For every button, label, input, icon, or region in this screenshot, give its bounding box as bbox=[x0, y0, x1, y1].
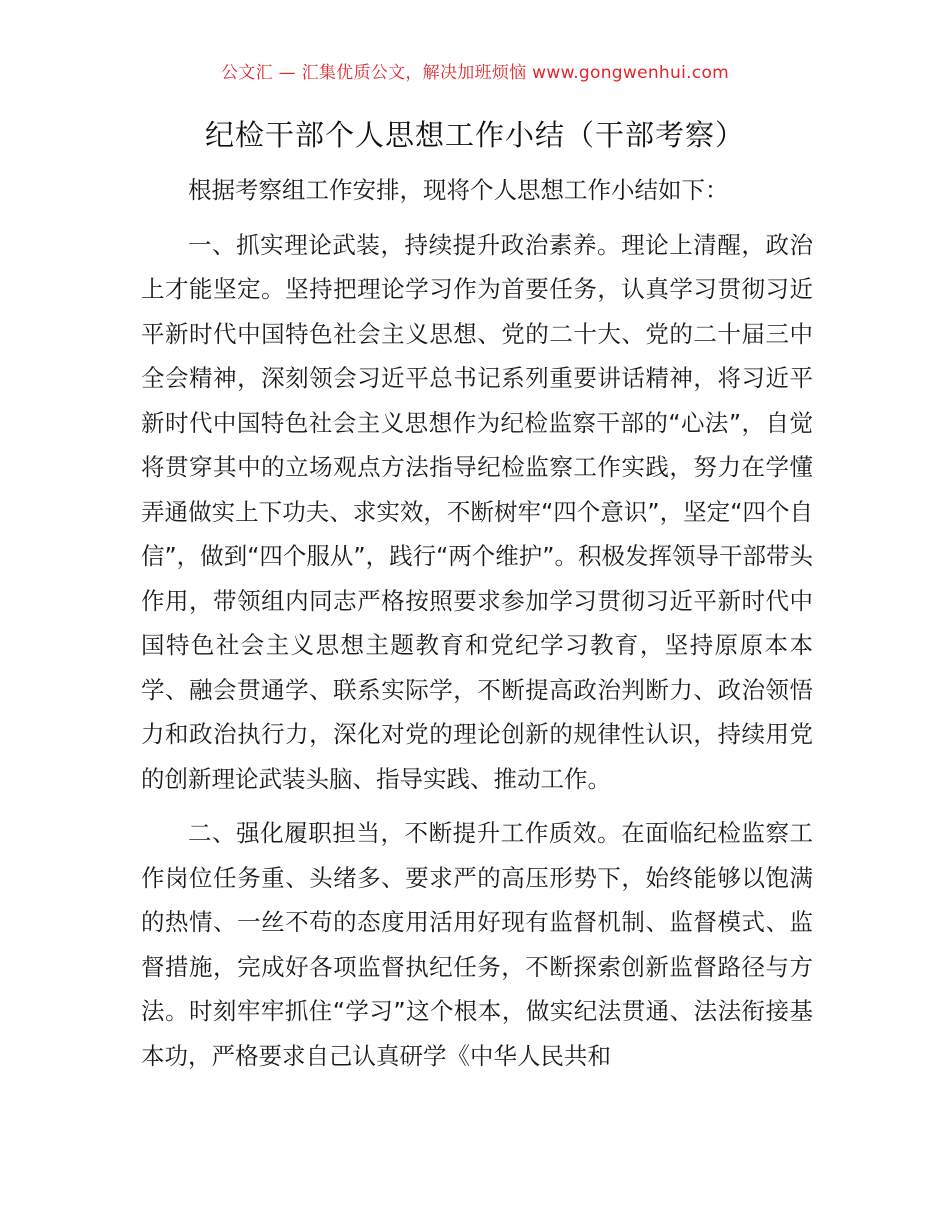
header-banner: 公文汇 — 汇集优质公文，解决加班烦恼 www.gongwenhui.com bbox=[220, 63, 730, 83]
paragraph-section-1: 一、抓实理论武装，持续提升政治素养。理论上清醒，政治上才能坚定。坚持把理论学习作为首要任务，认真学习贯彻习近平新时代中国特色社会主义思想、党的二十大、党的二十届三中全会精神，深刻领会习近平总书记系列重要讲话精神，将习近平新时代中国特色社会主义思想作为纪检监察干部的“心法”，自觉将贯穿其中的立场观点方法指导纪检监察工作实践，努力在学懂弄通做实上下功夫、求实效，不断树牢“四个意识”，坚定“四个自信”，做到“四个服从”，践行“两个维护”。积极发挥领导干部带头作用，带领组内同志严格按照要求参加学习贯彻习近平新时代中国特色社会主义思想主题教育和党纪学习教育，坚持原原本本学、融会贯通学、联系实际学，不断提高政治判断力、政治领悟力和政治执行力，深化对党的理论创新的规律性认识，持续用党的创新理论武装头脑、指导实践、推动工作。 bbox=[141, 230, 813, 793]
document-body bbox=[141, 168, 813, 1078]
paragraph-intro: 根据考察组工作安排，现将个人思想工作小结如下： bbox=[188, 176, 729, 204]
paragraph-section-2: 二、强化履职担当，不断提升工作质效。在面临纪检监察工作岗位任务重、头绪多、要求严的高压形势下，始终能够以饱满的热情、一丝不苟的态度用活用好现有监督机制、监督模式、监督措施，完成好各项监督执纪任务，不断探索创新监督路径与方法。时刻牢牢抓住“学习”这个根本，做实纪法贯通、法法衔接基本功，严格要求自己认真研学《中华人民共和 bbox=[141, 819, 813, 1070]
document-title: 纪检干部个人思想工作小结（干部考察） bbox=[204, 118, 745, 152]
